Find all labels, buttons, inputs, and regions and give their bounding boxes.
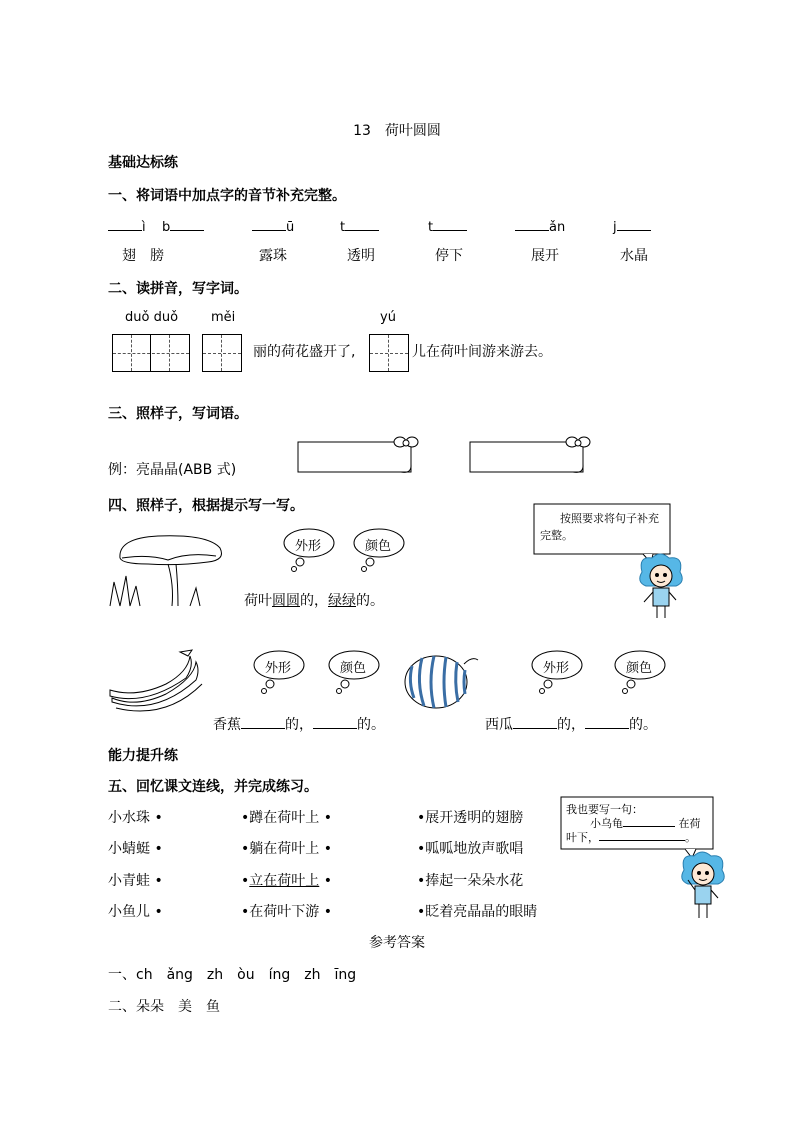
q1-blank-2[interactable]: b [162, 216, 204, 235]
q1-word-5: 展开 [531, 248, 559, 264]
q1-word-1: 翅 膀 [122, 248, 164, 264]
tip-text: 按照要求将句子补充完整。 [540, 512, 659, 542]
q1-word-4: 停下 [435, 248, 463, 264]
question-5-heading: 五、回忆课文连线，并完成练习。 [108, 779, 318, 795]
question-1-heading: 一、将词语中加点字的音节补充完整。 [108, 188, 346, 204]
q2-writing-grid-2[interactable] [202, 334, 242, 372]
q1-blank-7[interactable]: j [613, 216, 651, 235]
match-left-4[interactable]: 小鱼儿 • [108, 904, 163, 920]
match-right-1[interactable]: •展开透明的翅膀 [417, 810, 524, 826]
question-2-heading: 二、读拼音，写字词。 [108, 281, 248, 297]
bow-icon [394, 437, 418, 447]
q1-blank-3[interactable]: ū [252, 216, 294, 235]
q1-word-2: 露珠 [259, 248, 287, 264]
q2-pinyin-3: yú [380, 310, 396, 325]
match-left-2[interactable]: 小蜻蜓 • [108, 841, 163, 857]
bubble-label-color: 颜色 [365, 539, 392, 554]
q4-banana-sentence[interactable]: 香蕉 的， 的。 [213, 714, 385, 734]
question-3-heading: 三、照样子，写词语。 [108, 406, 248, 422]
answer-1: 一、ch ǎng zh òu íng zh īng [108, 967, 357, 983]
match-middle-1[interactable]: •蹲在荷叶上 • [241, 810, 332, 826]
q2-sentence-part-a: 丽的荷花盛开了, [253, 344, 356, 360]
q4-watermelon-sentence[interactable]: 西瓜 的， 的。 [485, 714, 657, 734]
girl-mascot-icon [636, 552, 686, 622]
q1-word-3: 透明 [347, 248, 375, 264]
q1-word-6: 水晶 [620, 248, 648, 264]
q3-example: 例：亮晶晶(ABB 式) [108, 462, 237, 478]
q3-answer-box-1[interactable] [296, 434, 421, 479]
match-left-3[interactable]: 小青蛙 • [108, 873, 163, 889]
match-middle-4[interactable]: •在荷叶下游 • [241, 904, 332, 920]
q2-writing-grid-1[interactable] [112, 334, 190, 372]
q2-pinyin-2: měi [211, 310, 236, 325]
q1-blank-5[interactable]: t [428, 216, 467, 235]
q3-answer-box-2[interactable] [468, 434, 593, 479]
q2-sentence-part-b: 儿在荷叶间游来游去。 [412, 344, 552, 360]
girl-mascot-icon-2 [678, 850, 730, 922]
match-middle-2[interactable]: •躺在荷叶上 • [241, 841, 332, 857]
page-title: 13 荷叶圆圆 [353, 123, 441, 139]
answer-2: 二、朵朵 美 鱼 [108, 999, 220, 1015]
q1-blank-4[interactable]: t [340, 216, 379, 235]
lotus-leaf-picture [108, 530, 233, 608]
q1-blank-6[interactable]: ǎn [515, 216, 565, 235]
bubble-line-3[interactable]: 叶下， 。 [566, 831, 696, 844]
bow-icon [566, 437, 590, 447]
watermelon-picture [402, 650, 482, 710]
match-right-4[interactable]: •眨着亮晶晶的眼睛 [417, 904, 538, 920]
answer-heading: 参考答案 [369, 935, 425, 951]
match-right-3[interactable]: •捧起一朵朵水花 [417, 873, 524, 889]
match-left-1[interactable]: 小水珠 • [108, 810, 163, 826]
match-middle-3[interactable]: •立在荷叶上 • [241, 873, 332, 889]
bubble-label-shape-watermelon: 外形 [543, 661, 570, 676]
bubble-label-color-watermelon: 颜色 [626, 661, 653, 676]
bubble-line-2[interactable]: 小乌龟 在荷 [590, 817, 701, 830]
bubble-label-shape: 外形 [295, 539, 322, 554]
question-4-heading: 四、照样子，根据提示写一写。 [108, 498, 304, 514]
match-right-2[interactable]: •呱呱地放声歌唱 [417, 841, 524, 857]
q2-writing-grid-3[interactable] [369, 334, 409, 372]
bubble-line-1: 我也要写一句： [566, 803, 643, 816]
q2-pinyin-1: duǒ duǒ [125, 310, 179, 325]
section-heading-ability: 能力提升练 [108, 748, 178, 764]
bubble-label-shape-banana: 外形 [265, 661, 292, 676]
q4-sample-sentence: 荷叶圆圆的，绿绿的。 [244, 593, 384, 609]
bubble-label-color-banana: 颜色 [340, 661, 367, 676]
q1-blank-1[interactable]: ì [108, 216, 146, 235]
section-heading-basic: 基础达标练 [108, 155, 178, 171]
banana-picture [106, 650, 206, 712]
